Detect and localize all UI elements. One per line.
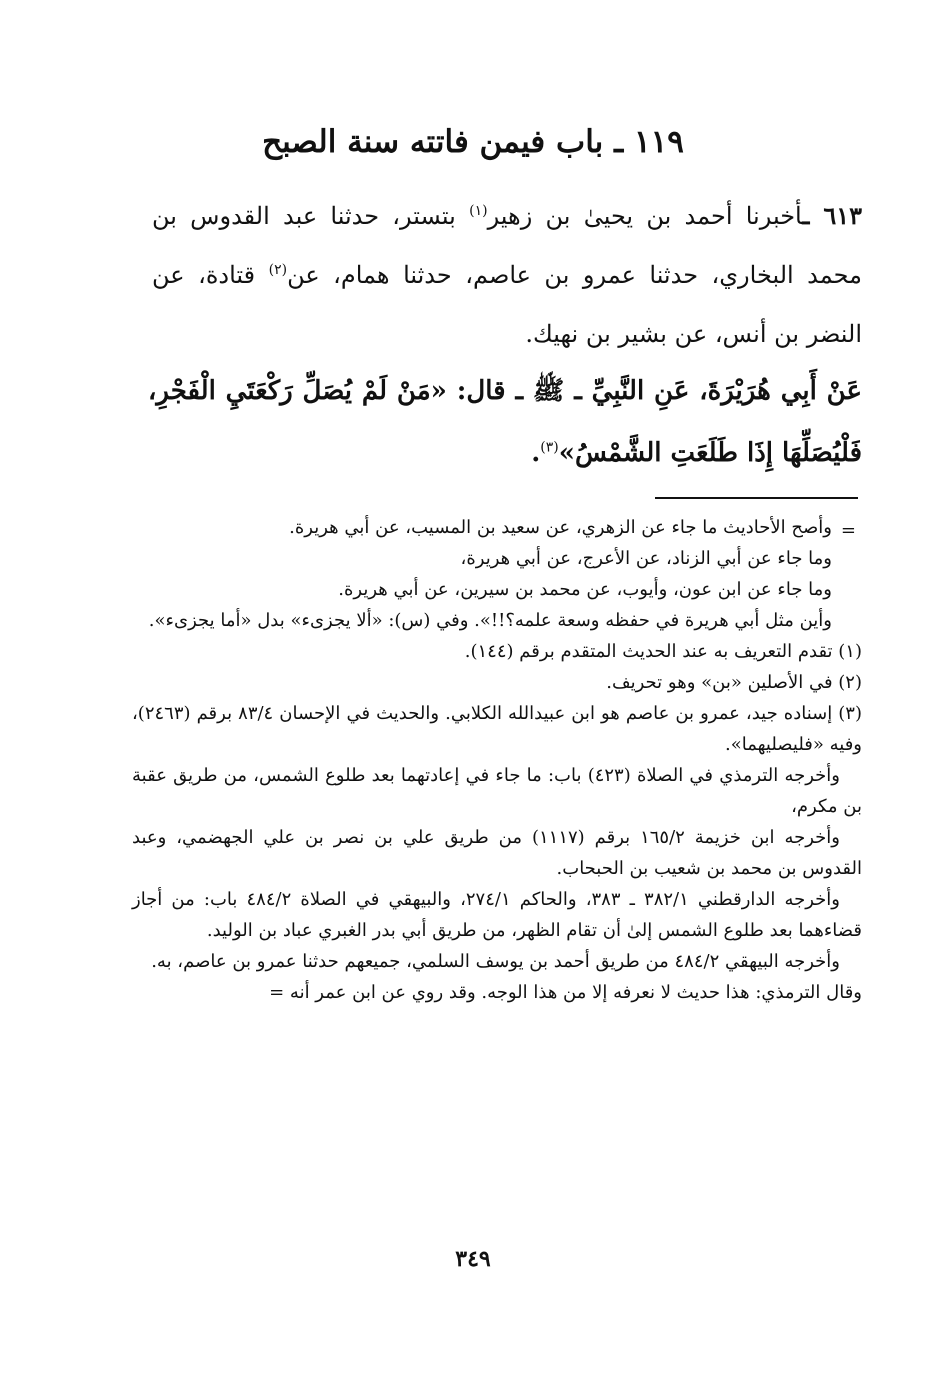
footnote-3-paragraph: وأخرجه ابن خزيمة ١٦٥/٢ برقم (١١١٧) من طريق علي بن نصر بن علي الجهضمي، وعبد القدوس بن محمد بن شعيب بن الحبحاب. <box>132 827 862 879</box>
footnotes <box>132 512 862 1008</box>
chapter-title: ١١٩ ـ باب فيمن فاتته سنة الصبح <box>262 124 684 160</box>
hadith-matn <box>148 360 862 484</box>
footnote-3-paragraph: وأخرجه الترمذي في الصلاة (٤٢٣) باب: ما جاء في إعادتهما بعد طلوع الشمس، من طريق عقبة بن مكرم، <box>132 765 862 817</box>
hadith-isnad <box>152 186 862 364</box>
footnote-cont-line: وأصح الأحاديث ما جاء عن الزهري، عن سعيد بن المسيب، عن أبي هريرة. <box>289 517 832 538</box>
footnote-cont-line: وأين مثل أبي هريرة في حفظه وسعة علمه؟!!». وفي (س): «ألا يجزىء» بدل «أما يجزىء». <box>148 610 832 631</box>
matn-end: . <box>531 438 541 468</box>
footnote-ref-3: (٣) <box>540 439 559 456</box>
footnote-1: (١) تقدم التعريف به عند الحديث المتقدم برقم (١٤٤). <box>464 641 862 662</box>
page-number: ٣٤٩ <box>455 1246 491 1272</box>
isnad-part-1: أخبرنا أحمد بن يحيىٰ بن زهير <box>487 202 803 230</box>
footnote-cont-line: وما جاء عن أبي الزناد، عن الأعرج، عن أبي هريرة، <box>460 548 832 569</box>
footnote-3-paragraph: وأخرجه البيهقي ٤٨٤/٢ من طريق أحمد بن يوسف السلمي، جميعهم حدثنا عمرو بن عاصم، به. <box>151 951 840 972</box>
continuation-marker: = <box>840 520 856 541</box>
footnote-2: (٢) في الأصلين «بن» وهو تحريف. <box>606 672 862 693</box>
footnote-ref-1: (١) <box>469 203 488 219</box>
hadith-number: ٦١٣ ـ <box>802 201 863 230</box>
matn-text: عَنْ أَبِي هُرَيْرَةَ، عَنِ النَّبِيِّ ـ ﷺ ـ قال: «مَنْ لَمْ يُصَلِّ رَكْعَتَيِ الْفَجْرِ، فَلْيُصَلِّهَا إِذَا طَلَعَتِ الشَّمْسُ» <box>148 376 862 468</box>
footnote-3-paragraph: وأخرجه الدارقطني ٣٨٢/١ ـ ٣٨٣، والحاكم ٢٧٤/١، والبيهقي في الصلاة ٤٨٤/٢ باب: من أجاز قضاءهما بعد طلوع الشمس إلىٰ أن تقام الظهر، من طريق أبي بدر الغبري عباد بن الوليد. <box>132 889 862 941</box>
footnote-3-paragraph: (٣) إسناده جيد، عمرو بن عاصم هو ابن عبيدالله الكلابي. والحديث في الإحسان ٨٣/٤ برقم (٢٤٦٣)، وفيه «فليصليهما». <box>132 703 862 755</box>
footnote-ref-2: (٢) <box>268 262 288 278</box>
isnad-part-2: بتستر، حدثنا عبد القدوس بن محمد البخاري، حدثنا عمرو بن عاصم، حدثنا همام، عن <box>152 202 862 289</box>
footnote-separator <box>655 497 858 499</box>
footnote-cont-line: وما جاء عن ابن عون، وأيوب، عن محمد بن سيرين، عن أبي هريرة. <box>338 579 832 600</box>
footnote-last-line: وقال الترمذي: هذا حديث لا نعرفه إلا من هذا الوجه. وقد روي عن ابن عمر أنه = <box>269 982 862 1003</box>
isnad-part-3: قتادة، عن النضر بن أنس، عن بشير بن نهيك. <box>152 261 862 348</box>
